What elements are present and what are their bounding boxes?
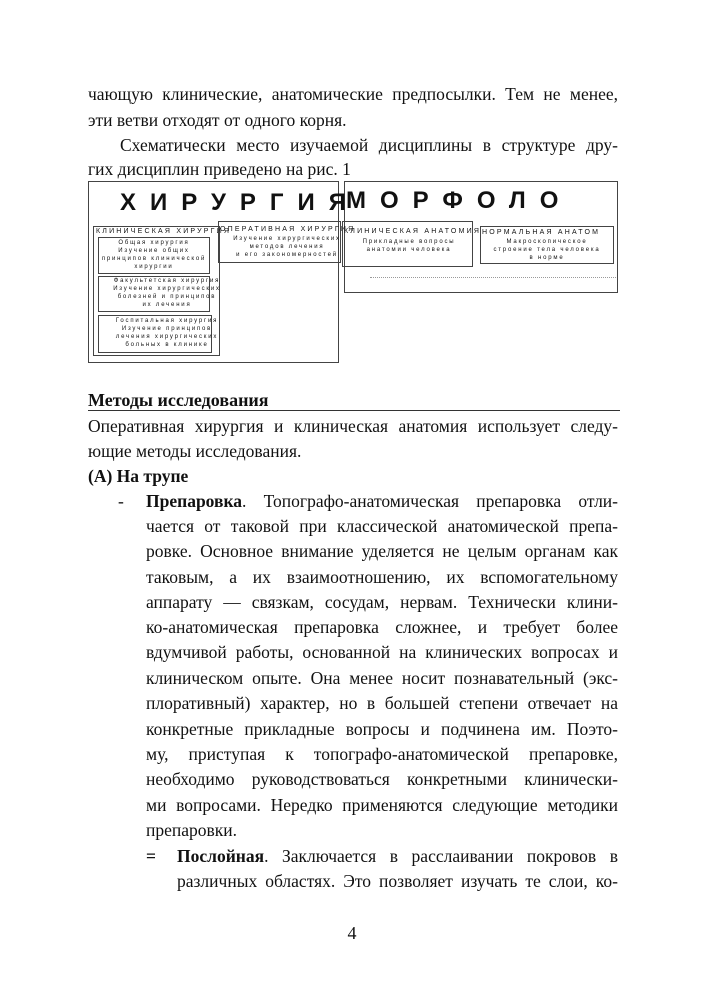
section-rule [88,410,620,411]
surgery-title: ХИРУРГИЯ [120,189,360,216]
preparation-line-2: чается от таковой при классической анатомической препа- [146,516,618,536]
normal-anatomy-line-3: в норме [529,255,565,261]
section-para-line-2: ющие методы исследования. [88,441,302,461]
general-surgery-title: Общая хирургия [118,240,190,246]
hospital-surgery-line-3: лечения хирургических [115,334,219,340]
subsection-heading: (А) На трупе [88,466,189,486]
hospital-surgery-line-4: больных в клинике [125,342,209,348]
clinical-surgery-header: КЛИНИЧЕСКАЯ ХИРУРГИЯ [96,228,232,235]
layered-term: Послойная [177,846,265,866]
preparation-line-1 [146,491,618,511]
preparation-line-13: ми вопросами. Нередко применяются следующие методики [146,795,618,815]
preparation-line-1-rest: . Топографо-анатомическая препаровка отли- [242,491,618,511]
hospital-surgery-title: Госпитальная хирургия [115,318,219,324]
preparation-line-5: аппарату — связкам, сосудам, нервам. Технически клини- [146,592,618,612]
faculty-surgery-line-4: их лечения [142,302,192,308]
intro-line-3: Схематически место изучаемой дисциплины в структуре дру- [120,135,618,155]
layered-line-2: различных областях. Это позволяет изучать те слои, ко- [177,871,618,891]
figure-1-diagram [88,181,618,363]
clinical-anatomy-line-2: анатомии человека [366,247,452,253]
hospital-surgery-line-2: Изучение принципов [121,326,213,332]
intro-line-1: чающую клинические, анатомические предпосылки. Тем не менее, [88,84,618,104]
preparation-line-9: плоративный) характер, но в большей степени отвечает на [146,693,618,713]
preparation-term: Препаровка [146,491,243,511]
intro-line-4: гих дисциплин приведено на рис. 1 [88,159,351,179]
section-para-line-1: Оперативная хирургия и клиническая анатомия использует следу- [88,416,618,436]
preparation-line-4: таковым, а их взаимоотношению, их вспомогательному [146,567,618,587]
general-surgery-line-2: Изучение общих [118,248,190,254]
operative-surgery-line-2: методов лечения [249,244,325,250]
normal-anatomy-line-1: Макроскопическое [506,239,588,245]
preparation-line-6: ко-анатомическая препаровка сложнее, и требует более [146,617,618,637]
intro-line-2: эти ветви отходят от одного корня. [88,110,347,130]
morphology-title: МОРФОЛО [346,187,573,214]
preparation-line-10: конкретные прикладные вопросы и подчинена им. Поэто- [146,719,618,739]
preparation-line-8: клиническом опыте. Она менее носит познавательный (экс- [146,668,618,688]
preparation-line-14: препаровки. [146,820,238,840]
dotted-divider [370,277,616,278]
section-title: Методы исследования [88,390,269,410]
general-surgery-line-3: принципов клинической [101,256,207,262]
clinical-anatomy-header: КЛИНИЧЕСКАЯ АНАТОМИЯ [344,228,482,235]
normal-anatomy-header: НОРМАЛЬНАЯ АНАТОМ [482,229,601,236]
list-marker-equals: = [146,846,156,866]
operative-surgery-line-3: и его закономерностей [236,252,338,258]
page-number: 4 [347,923,357,943]
list-marker-dash: - [118,491,124,511]
clinical-anatomy-line-1: Прикладные вопросы [362,239,456,245]
preparation-line-7: вдумчивой работы, основанной на клинических вопросах и [146,642,618,662]
layered-line-1 [177,846,618,866]
general-surgery-line-4: хирургии [134,264,174,270]
operative-surgery-line-1: Изучение хирургических [233,236,341,242]
preparation-line-11: му, приступая к топографо-анатомической препаровке, [146,744,618,764]
faculty-surgery-title: Факультетская хирургия [113,278,221,284]
normal-anatomy-line-2: строение тела человека [493,247,601,253]
preparation-line-3: ровке. Основное внимание уделяется не целым органам как [146,541,618,561]
operative-surgery-header: ОПЕРАТИВНАЯ ХИРУРГИЯ [220,226,356,233]
preparation-line-12: необходимо руководствоваться конкретными клинически- [146,769,618,789]
layered-line-1-rest: . Заключается в расслаивании покровов в [264,846,618,866]
faculty-surgery-line-2: Изучение хирургических [113,286,221,292]
faculty-surgery-line-3: болезней и принципов [117,294,217,300]
